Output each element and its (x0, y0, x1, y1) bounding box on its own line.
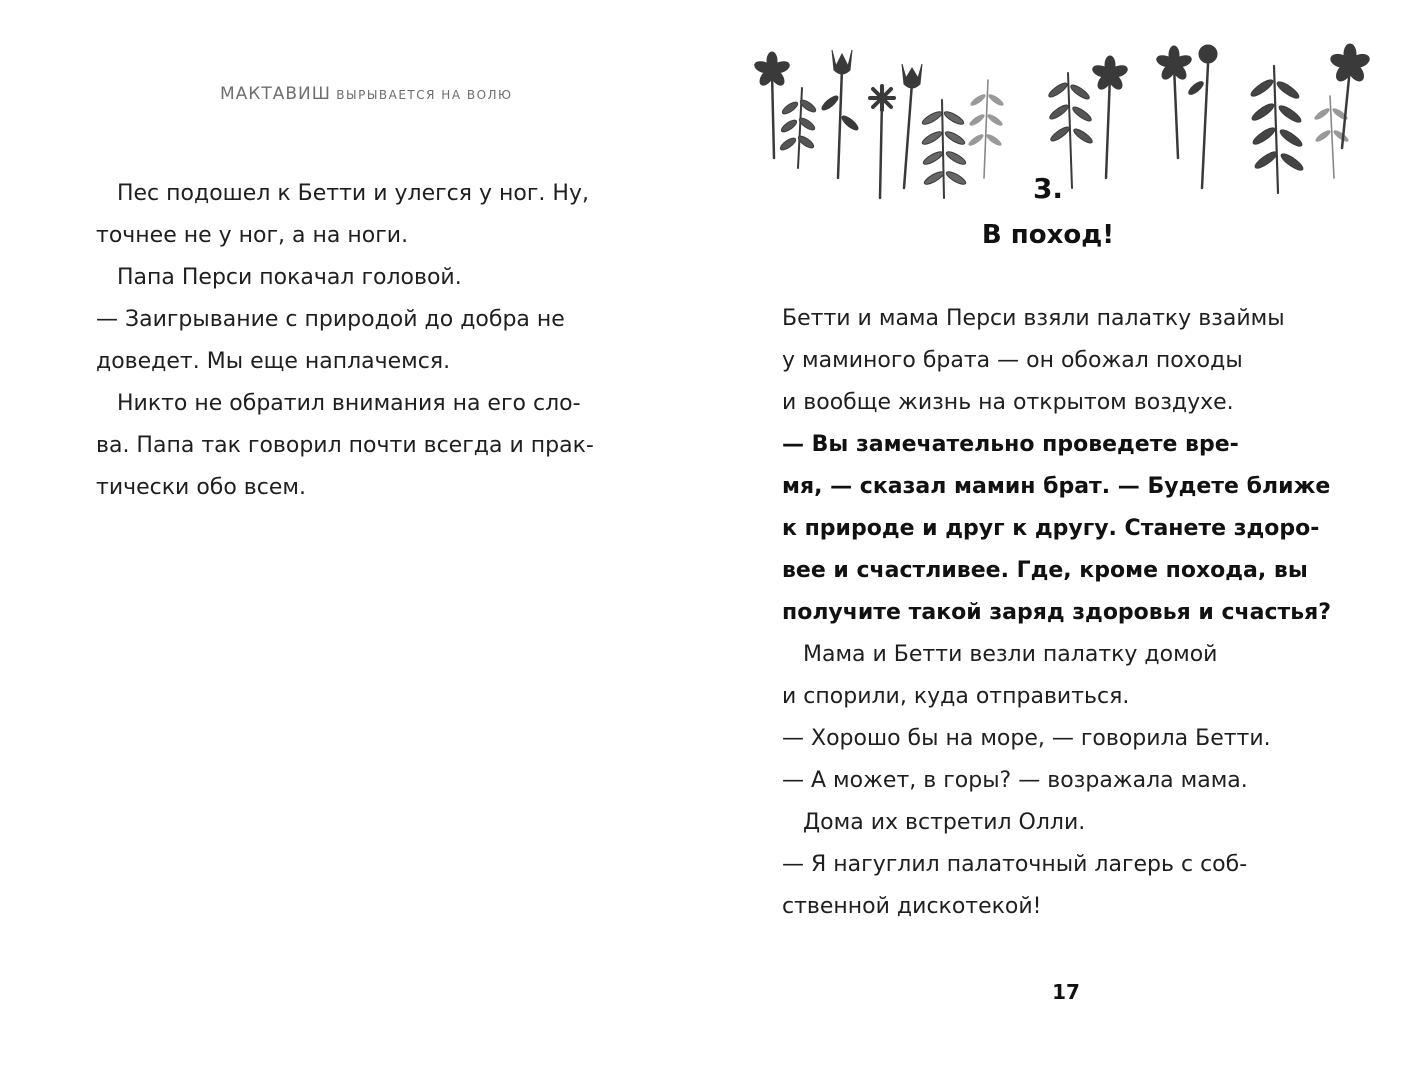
text-line: Пес подошел к Бетти и улегся у ног. Ну, (96, 181, 589, 206)
text-line: — Я нагуглил палаточный лагерь с соб- (782, 852, 1248, 877)
running-head-title: МАКТАВИШ (220, 84, 331, 104)
text-line: Бетти и мама Перси взяли палатку взаймы (782, 306, 1285, 331)
text-line: — Хорошо бы на море, — говорила Бетти. (782, 726, 1271, 751)
text-line: — Заигрывание с природой до добра не (96, 307, 565, 332)
text-line: ственной дискотекой! (782, 894, 1042, 919)
right-page (700, 0, 1403, 1080)
text-line: Мама и Бетти везли палатку домой (782, 642, 1218, 667)
text-line: — Вы замечательно проведете вре- (782, 432, 1239, 457)
chapter-number: 3. (1032, 172, 1064, 205)
text-line: у маминого брата — он обожал походы (782, 348, 1243, 373)
left-page (0, 0, 700, 1080)
text-line: получите такой заряд здоровья и счастья? (782, 600, 1332, 625)
text-line: тически обо всем. (96, 475, 306, 500)
page-number: 17 (1052, 980, 1080, 1004)
text-line: вее и счастливее. Где, кроме похода, вы (782, 558, 1308, 583)
text-line: Папа Перси покачал головой. (96, 265, 462, 290)
chapter-title: В поход! (981, 220, 1115, 250)
running-head (220, 84, 513, 104)
text-line: к природе и друг к другу. Станете здоро- (782, 516, 1320, 541)
text-line: доведет. Мы еще наплачемся. (96, 349, 451, 374)
text-line: ва. Папа так говорил почти всегда и прак- (96, 433, 594, 458)
text-line: — А может, в горы? — возражала мама. (782, 768, 1248, 793)
text-line: мя, — сказал мамин брат. — Будете ближе (782, 474, 1331, 499)
text-line: и спорили, куда отправиться. (782, 684, 1130, 709)
text-line: Никто не обратил внимания на его сло- (96, 391, 581, 416)
text-line: Дома их встретил Олли. (782, 810, 1086, 835)
text-line: и вообще жизнь на открытом воздухе. (782, 390, 1234, 415)
text-line: точнее не у ног, а на ноги. (96, 223, 409, 248)
running-head-subtitle: ВЫРЫВАЕТСЯ НА ВОЛЮ (330, 88, 513, 102)
